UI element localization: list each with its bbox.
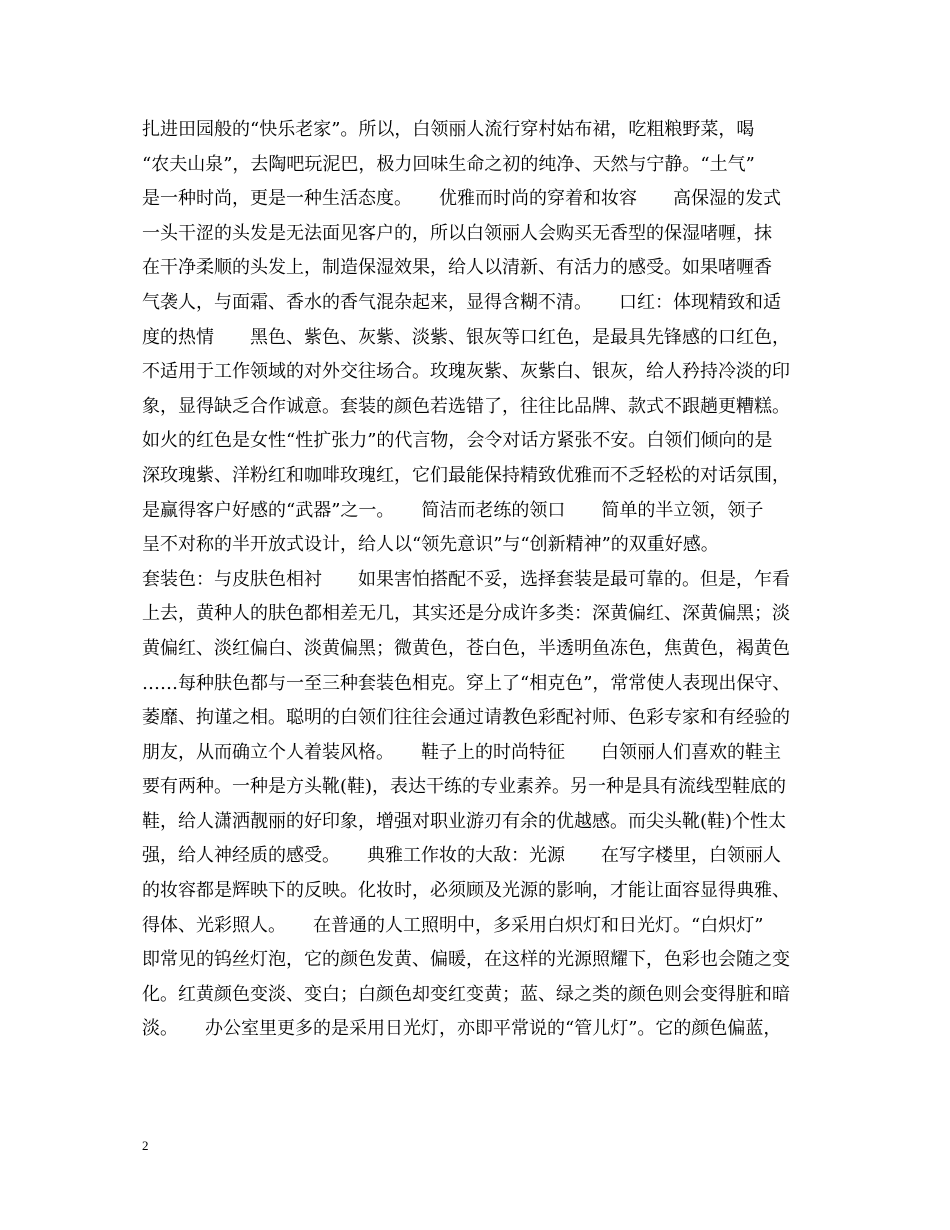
text-line: 淡。 办公室里更多的是采用日光灯，亦即平常说的“管儿灯”。它的颜色偏蓝，: [142, 1018, 782, 1040]
text-line: “农夫山泉”，去陶吧玩泥巴，极力回味生命之初的纯净、天然与宁静。“土气”: [142, 153, 755, 175]
text-line: 如火的红色是女性“性扩张力”的代言物，会令对话方紧张不安。白领们倾向的是: [142, 430, 773, 452]
body-text: [142, 113, 822, 1047]
text-line: 呈不对称的半开放式设计，给人以“领先意识”与“创新精神”的双重好感。: [142, 534, 719, 556]
text-line: 深玫瑰紫、洋粉红和咖啡玫瑰红，它们最能保持精致优雅而不乏轻松的对话氛围，: [142, 464, 790, 486]
text-line: 要有两种。一种是方头靴(鞋)，表达干练的专业素养。另一种是具有流线型鞋底的: [142, 776, 787, 798]
text-line: 象，显得缺乏合作诚意。套装的颜色若选错了，往往比品牌、款式不跟趟更糟糕。: [142, 395, 790, 417]
text-line: 气袭人，与面霜、香水的香气混杂起来，显得含糊不清。 口红：体现精致和适: [142, 291, 781, 313]
text-line: 扎进田园般的“快乐老家”。所以，白领丽人流行穿村姑布裙，吃粗粮野菜，喝: [142, 119, 755, 140]
text-line: 上去，黄种人的肤色都相差无几，其实还是分成许多类：深黄偏红、深黄偏黑；淡: [142, 603, 790, 625]
text-line: 朋友，从而确立个人着装风格。 鞋子上的时尚特征 白领丽人们喜欢的鞋主: [142, 741, 781, 763]
text-line: 是一种时尚，更是一种生活态度。 优雅而时尚的穿着和妆容 高保湿的发式: [142, 188, 781, 210]
text-line: 强，给人神经质的感受。 典雅工作妆的大敌：光源 在写字楼里，白领丽人: [142, 845, 781, 867]
text-line: 不适用于工作领域的对外交往场合。玫瑰灰紫、灰紫白、银灰，给人矜持冷淡的印: [142, 361, 790, 383]
text-line: 是赢得客户好感的“武器”之一。 简洁而老练的领口 简单的半立领，领子: [142, 499, 764, 521]
text-line: 即常见的钨丝灯泡，它的颜色发黄、偏暖，在这样的光源照耀下，色彩也会随之变: [142, 949, 790, 971]
text-line: ……每种肤色都与一至三种套装色相克。穿上了“相克色”，常常使人表现出保守、: [142, 672, 791, 694]
text-line: 度的热情 黑色、紫色、灰紫、淡紫、银灰等口红色，是最具先锋感的口红色，: [142, 326, 790, 348]
page-number: 2: [142, 1138, 149, 1153]
text-line: 套装色：与皮肤色相衬 如果害怕搭配不妥，选择套装是最可靠的。但是，乍看: [142, 568, 790, 590]
text-line: 化。红黄颜色变淡、变白；白颜色却变红变黄；蓝、绿之类的颜色则会变得脏和暗: [142, 983, 790, 1005]
text-line: 一头干涩的头发是无法面见客户的，所以白领丽人会购买无香型的保湿啫喱，抹: [142, 222, 772, 244]
text-line: 鞋，给人潇洒靓丽的好印象，增强对职业游刃有余的优越感。而尖头靴(鞋)个性太: [142, 810, 787, 832]
text-line: 的妆容都是辉映下的反映。化妆时，必须顾及光源的影响，才能让面容显得典雅、: [142, 880, 790, 902]
text-line: 萎靡、拘谨之相。聪明的白领们往往会通过请教色彩配衬师、色彩专家和有经验的: [142, 707, 790, 729]
text-line: 在干净柔顺的头发上，制造保湿效果，给人以清新、有活力的感受。如果啫喱香: [142, 257, 772, 279]
text-line: 得体、光彩照人。 在普通的人工照明中，多采用白炽灯和日光灯。“白炽灯”: [142, 914, 764, 936]
text-line: 黄偏红、淡红偏白、淡黄偏黑；微黄色，苍白色，半透明鱼冻色，焦黄色，褐黄色: [142, 637, 790, 659]
